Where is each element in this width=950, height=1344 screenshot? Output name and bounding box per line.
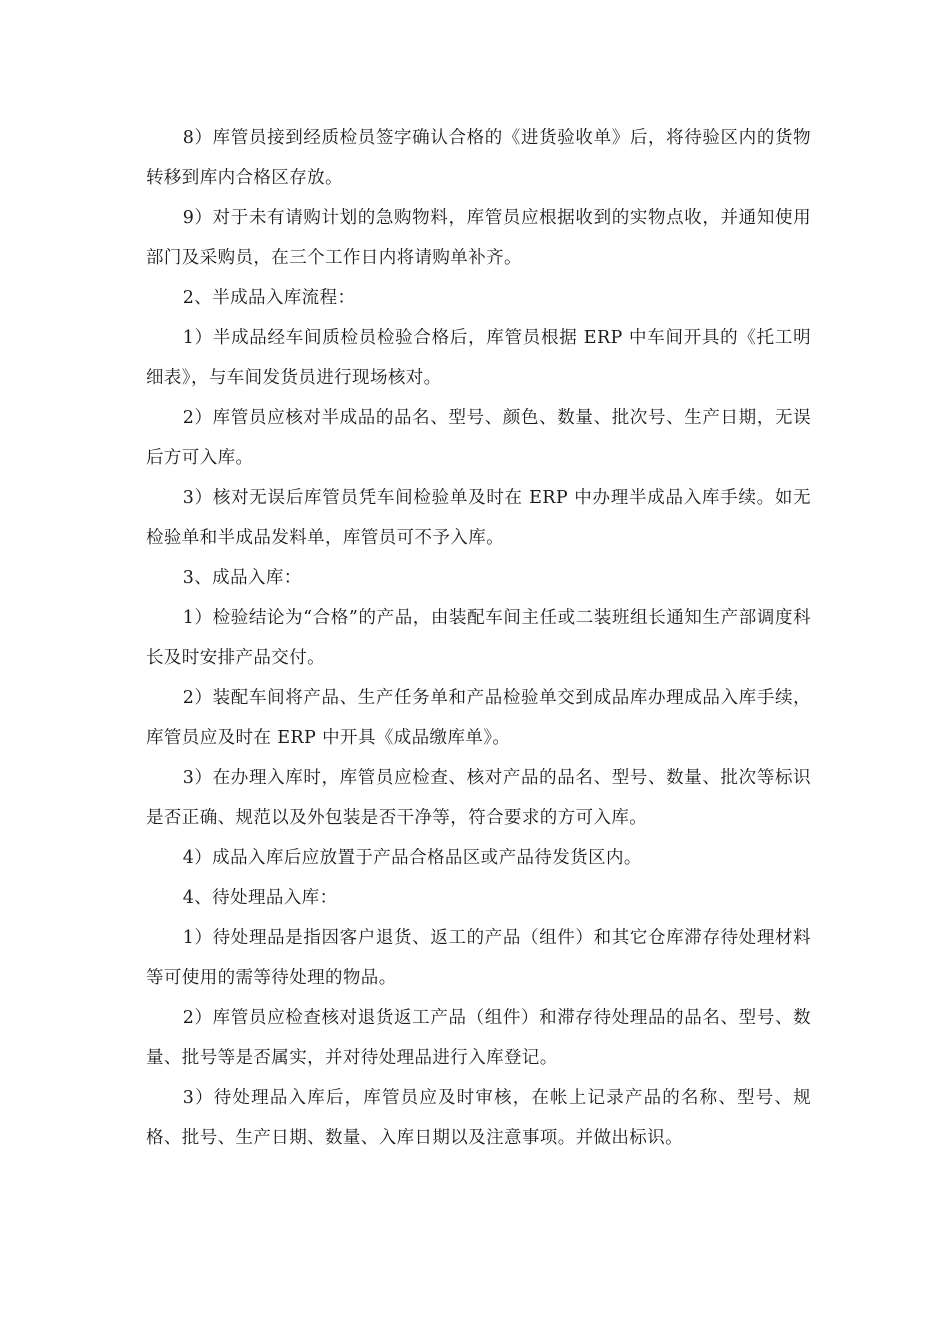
section-heading-finished-goods: 3、成品入库： xyxy=(182,568,302,588)
paragraph-raw-material-step-8: 8）库管员接到经质检员签字确认合格的《进货验收单》后，将待验区内的货物转移到库内合格区存放。 xyxy=(146,128,811,188)
paragraph-raw-material-step-9: 9）对于未有请购计划的急购物料，库管员应根据收到的实物点收，并通知使用部门及采购员，在三个工作日内将请购单补齐。 xyxy=(146,208,811,268)
paragraph-pending-step-1: 1）待处理品是指因客户退货、返工的产品（组件）和其它仓库滞存待处理材料等可使用的需等待处理的物品。 xyxy=(146,928,811,988)
paragraph-finished-step-4: 4）成品入库后应放置于产品合格品区或产品待发货区内。 xyxy=(182,848,642,868)
paragraph-semi-finished-step-3: 3）核对无误后库管员凭车间检验单及时在 ERP 中办理半成品入库手续。如无检验单和半成品发料单，库管员可不予入库。 xyxy=(146,488,811,548)
section-heading-pending-items: 4、待处理品入库： xyxy=(182,888,338,908)
paragraph-semi-finished-step-1: 1）半成品经车间质检员检验合格后，库管员根据 ERP 中车间开具的《托工明细表》，与车间发货员进行现场核对。 xyxy=(146,328,811,388)
paragraph-pending-step-2: 2）库管员应检查核对退货返工产品（组件）和滞存待处理品的品名、型号、数量、批号等是否属实，并对待处理品进行入库登记。 xyxy=(146,1008,811,1068)
paragraph-finished-step-2: 2）装配车间将产品、生产任务单和产品检验单交到成品库办理成品入库手续，库管员应及时在 ERP 中开具《成品缴库单》。 xyxy=(146,688,811,748)
document-body xyxy=(146,118,811,1158)
section-heading-semi-finished: 2、半成品入库流程： xyxy=(182,288,356,308)
paragraph-finished-step-3: 3）在办理入库时，库管员应检查、核对产品的品名、型号、数量、批次等标识是否正确、规范以及外包装是否干净等，符合要求的方可入库。 xyxy=(146,768,811,828)
paragraph-finished-step-1: 1）检验结论为“合格”的产品，由装配车间主任或二装班组长通知生产部调度科长及时安排产品交付。 xyxy=(146,608,811,668)
paragraph-pending-step-3: 3）待处理品入库后，库管员应及时审核，在帐上记录产品的名称、型号、规格、批号、生产日期、数量、入库日期以及注意事项。并做出标识。 xyxy=(146,1088,811,1148)
paragraph-semi-finished-step-2: 2）库管员应核对半成品的品名、型号、颜色、数量、批次号、生产日期，无误后方可入库。 xyxy=(146,408,811,468)
